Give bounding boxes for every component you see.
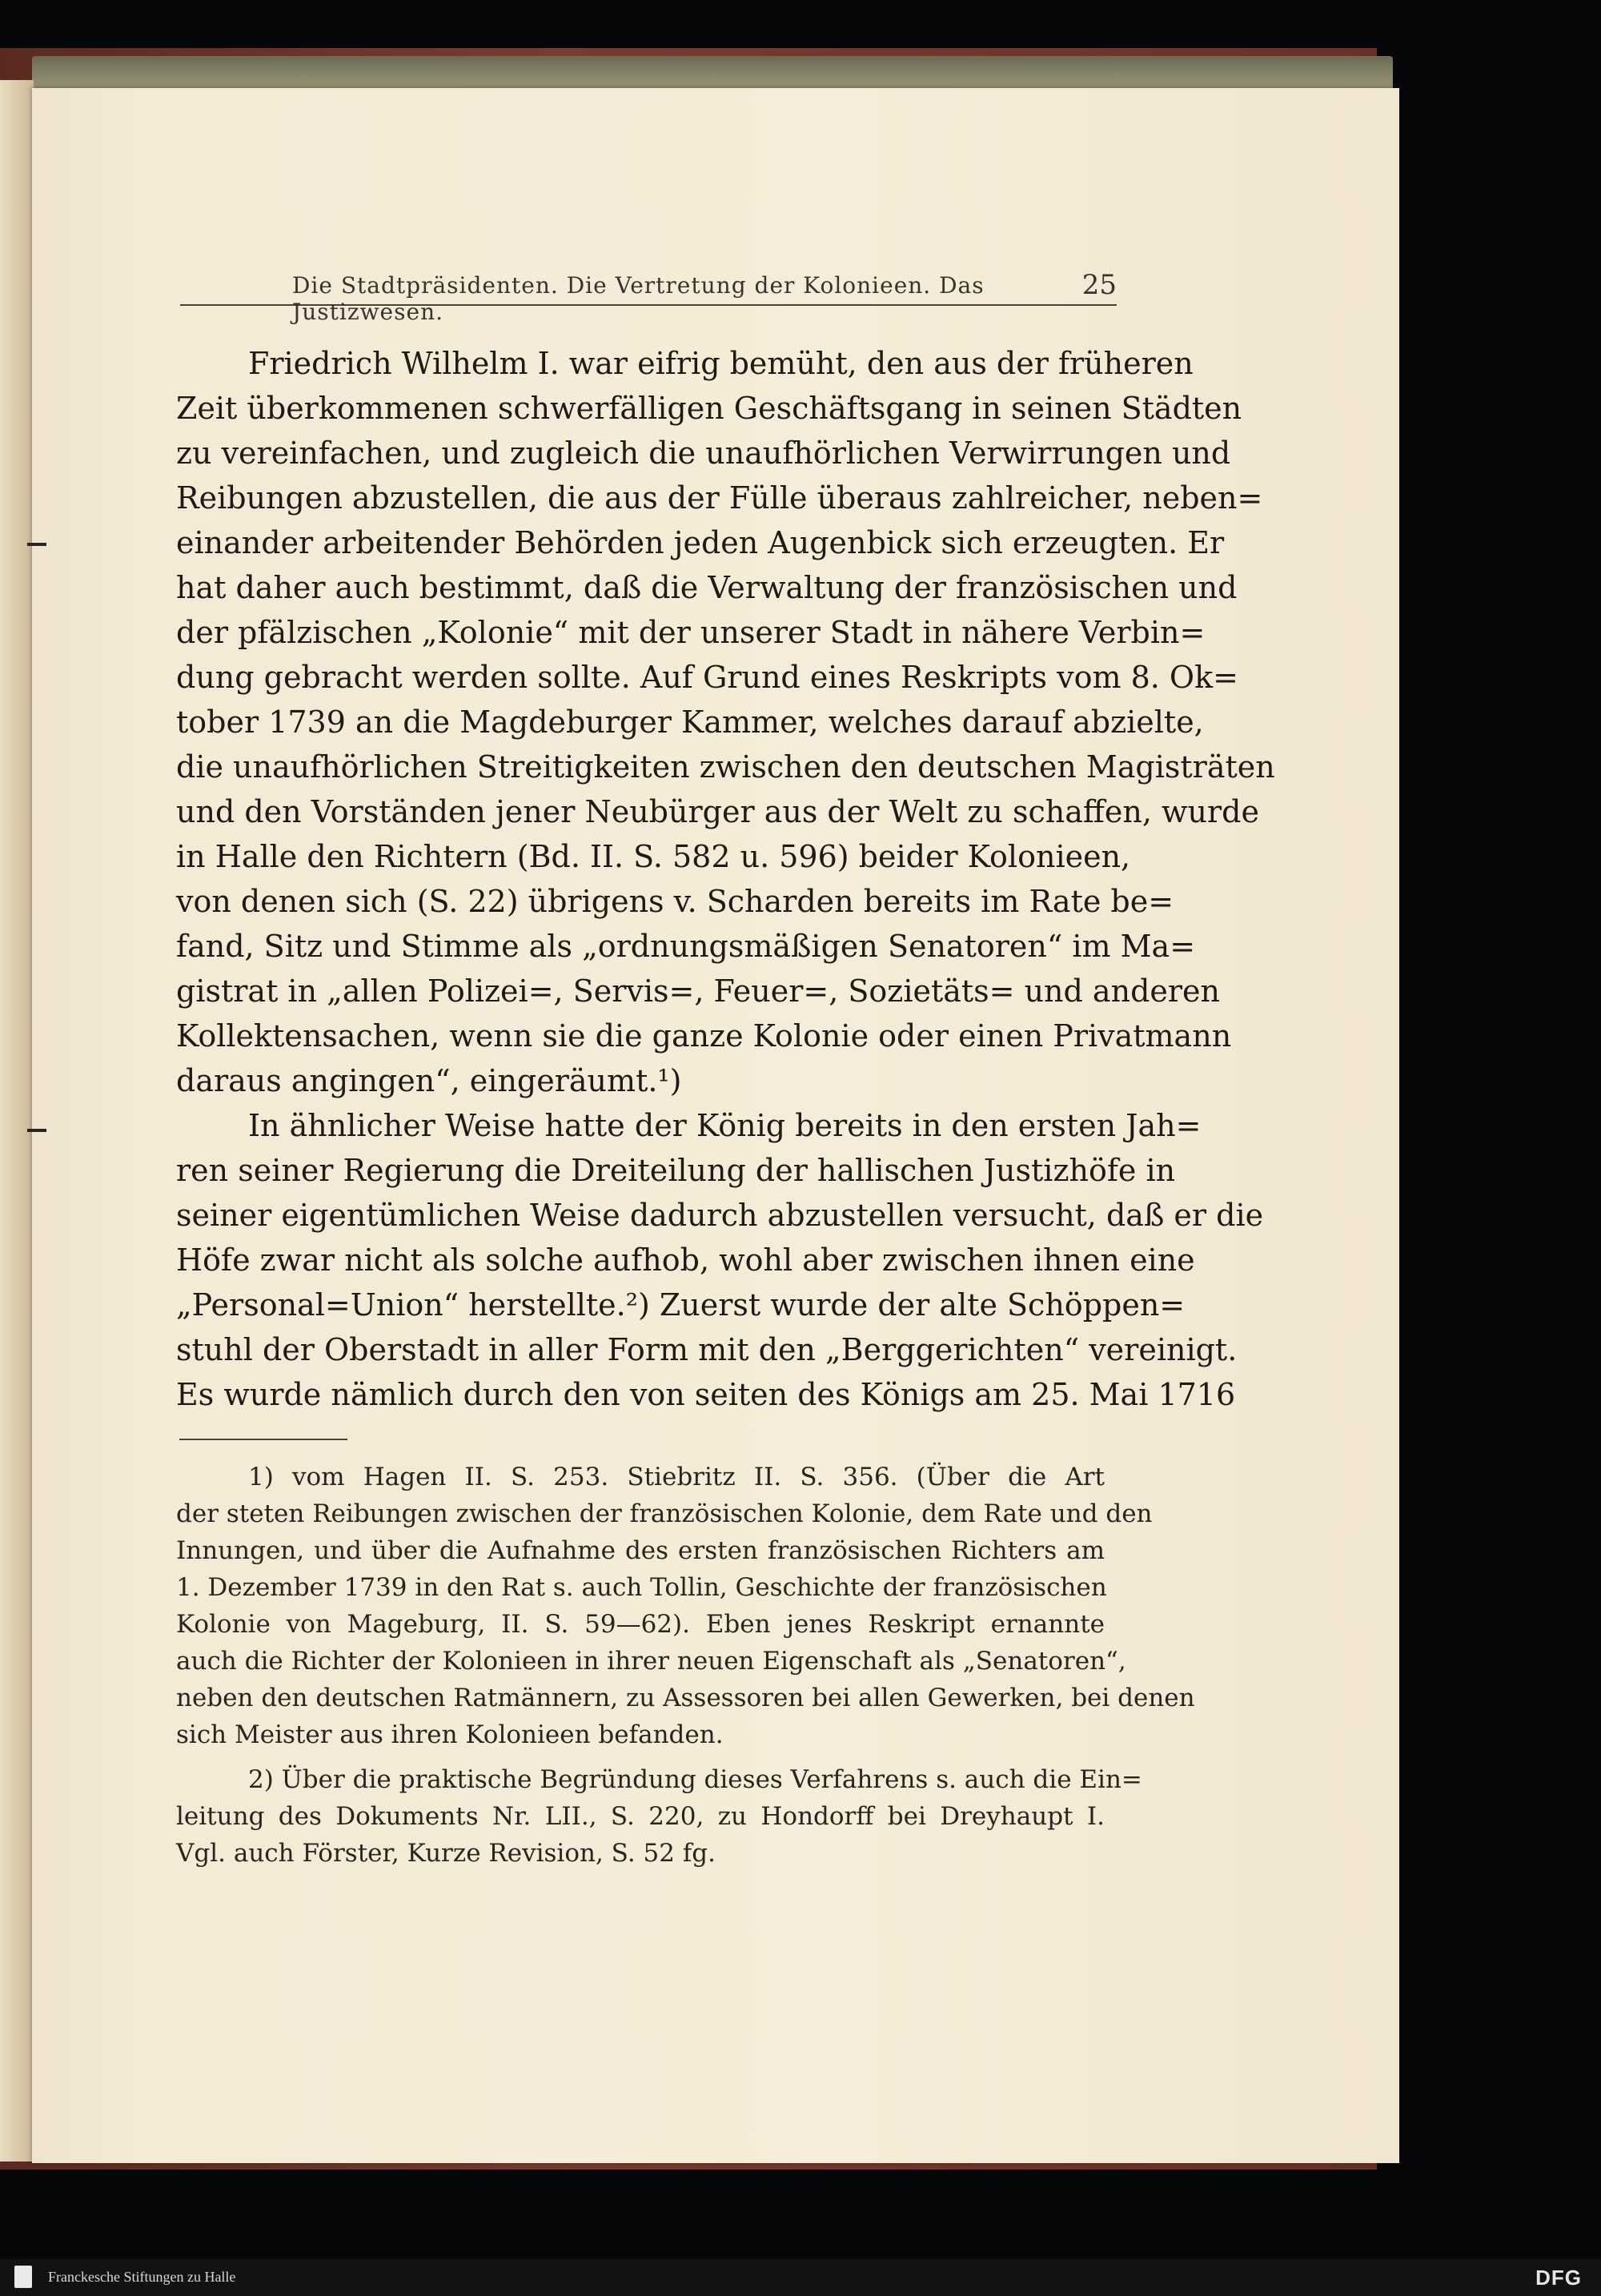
footnote-line: Kolonie von Mageburg, II. S. 59—62). Eben jenes Reskript ernannte [176,1610,1105,1639]
main-text [176,341,1275,1417]
text-line: In ähnlicher Weise hatte der König bereits in den ersten Jah= [248,1108,1202,1143]
text-line: einander arbeitender Behörden jeden Augenbick sich erzeugten. Er [176,525,1225,560]
footnote-line: leitung des Dokuments Nr. LII., S. 220, zu Hondorff bei Dreyhaupt I. [176,1802,1105,1831]
text-line: von denen sich (S. 22) übrigens v. Scharden bereits im Rate be= [176,884,1174,919]
footnote-line: neben den deutschen Ratmännern, zu Assessoren bei allen Gewerken, bei denen [176,1684,1195,1712]
footnote-line: 1) vom Hagen II. S. 253. Stiebritz II. S. 356. (Über die Art [248,1463,1105,1491]
footnote-line: 2) Über die praktische Begründung dieses Verfahrens s. auch die Ein= [248,1765,1142,1794]
text-line: gistrat in „allen Polizei=, Servis=, Feuer=, Sozietäts= und anderen [176,973,1221,1009]
institution-credit: Franckesche Stiftungen zu Halle [48,2269,236,2285]
institution-logo-icon [14,2266,32,2288]
dfg-logo: DFG [1535,2266,1582,2290]
text-line: seiner eigentümlichen Weise dadurch abzustellen versucht, daß er die [176,1198,1264,1233]
text-line: Zeit überkommenen schwerfälligen Geschäftsgang in seinen Städten [176,391,1242,426]
text-line: hat daher auch bestimmt, daß die Verwaltung der französischen und [176,570,1238,605]
margin-mark [27,1129,46,1132]
footnotes [176,1459,1195,1872]
footnote-line: 1. Dezember 1739 in den Rat s. auch Tollin, Geschichte der französischen [176,1573,1107,1602]
footnote-divider [179,1439,347,1440]
page-header [180,267,1117,325]
text-line: und den Vorständen jener Neubürger aus der Welt zu schaffen, wurde [176,794,1259,829]
footnote-line: Innungen, und über die Aufnahme des ersten französischen Richters am [176,1536,1105,1565]
text-line: tober 1739 an die Magdeburger Kammer, welches darauf abzielte, [176,704,1204,740]
margin-mark [27,543,46,546]
text-line: Es wurde nämlich durch den von seiten des Königs am 25. Mai 1716 [176,1377,1236,1412]
text-line: in Halle den Richtern (Bd. II. S. 582 u. 596) beider Kolonieen, [176,839,1131,874]
text-line: der pfälzischen „Kolonie“ mit der unserer Stadt in nähere Verbin= [176,615,1206,650]
text-line: fand, Sitz und Stimme als „ordnungsmäßigen Senatoren“ im Ma= [176,929,1196,964]
page-number: 25 [1081,269,1117,301]
text-line: „Personal=Union“ herstellte.²) Zuerst wurde der alte Schöppen= [176,1287,1186,1323]
footnote-line: auch die Richter der Kolonieen in ihrer neuen Eigenschaft als „Senatoren“, [176,1647,1126,1676]
text-line: die unaufhörlichen Streitigkeiten zwischen den deutschen Magisträten [176,749,1275,785]
footnote-line: Vgl. auch Förster, Kurze Revision, S. 52 fg. [176,1839,716,1868]
text-line: Kollektensachen, wenn sie die ganze Kolonie oder einen Privatmann [176,1018,1232,1054]
book-gutter [0,80,34,2162]
text-line: ren seiner Regierung die Dreiteilung der hallischen Justizhöfe in [176,1153,1176,1188]
text-line: daraus angingen“, eingeräumt.¹) [176,1063,682,1098]
viewer-footer [0,2259,1601,2296]
text-line: stuhl der Oberstadt in aller Form mit den „Berggerichten“ vereinigt. [176,1332,1238,1367]
footnote-line: sich Meister aus ihren Kolonieen befanden. [176,1720,724,1749]
text-line: Reibungen abzustellen, die aus der Fülle überaus zahlreicher, neben= [176,480,1263,516]
text-line: Friedrich Wilhelm I. war eifrig bemüht, den aus der früheren [248,346,1194,381]
running-title: Die Stadtpräsidenten. Die Vertretung der Kolonieen. Das Justizwesen. [292,272,985,325]
text-line: dung gebracht werden sollte. Auf Grund eines Reskripts vom 8. Ok= [176,660,1238,695]
text-line: Höfe zwar nicht als solche aufhob, wohl aber zwischen ihnen eine [176,1242,1195,1278]
footnote-line: der steten Reibungen zwischen der französischen Kolonie, dem Rate und den [176,1499,1153,1528]
text-line: zu vereinfachen, und zugleich die unaufhörlichen Verwirrungen und [176,436,1231,471]
